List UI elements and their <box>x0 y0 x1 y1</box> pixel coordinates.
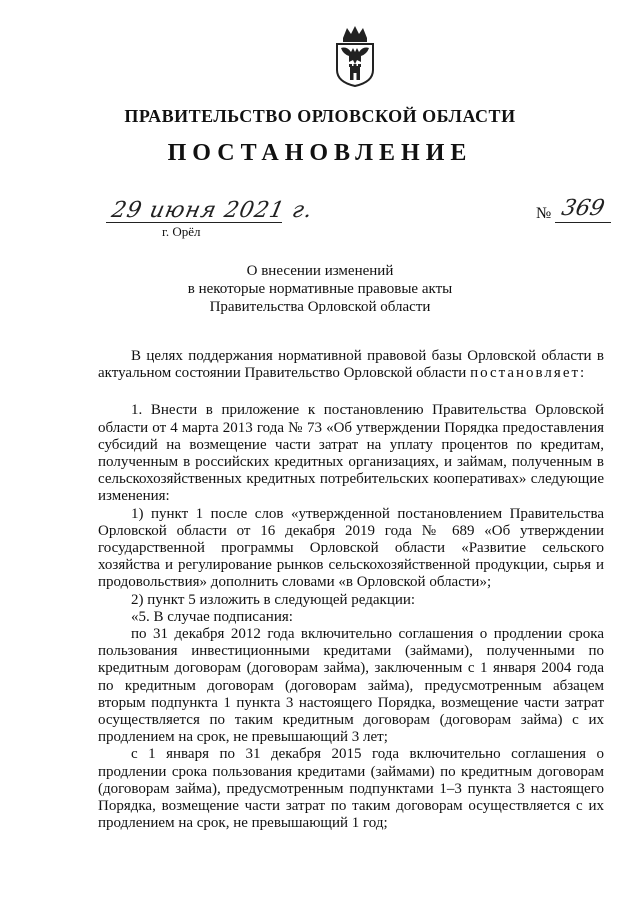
paragraph: 1. Внести в приложение к постановлению Правительства Орловской области от 4 марта 2013 года № 73 «Об утверждении Порядка предоставления субсидий на возмещение части затрат на уплату процентов по кредитам, полученным в российских кредитных организациях, и займам, полученным в сельскохозяйственных кредитных потребительских кооперативах» следующие изменения: <box>98 402 604 505</box>
preamble-text: В целях поддержания нормативной правовой базы Орловской области в актуальном состоянии Правительство Орловской области <box>98 348 604 382</box>
government-title: ПРАВИТЕЛЬСТВО ОРЛОВСКОЙ ОБЛАСТИ <box>124 106 516 126</box>
preamble-verb: постановляет: <box>470 365 587 382</box>
city-label: г. Орёл <box>162 224 201 239</box>
paragraph: 2) пункт 5 изложить в следующей редакции: <box>131 591 416 608</box>
handwritten-date: 29 июня 2021 г. <box>109 198 316 223</box>
paragraph: 1) пункт 1 после слов «утвержденной постановлением Правительства Орловской области от 16 декабря 2019 года № 689 «Об утверждении государственной программы Орловской области «Развитие сельского хозяйства и регулирование рынков сельскохозяйственной продукции, сырья и продовольствия» дополнить словами «в Орловской области»; <box>98 505 604 591</box>
date-underline <box>106 222 282 223</box>
coat-of-arms-icon <box>331 24 379 88</box>
document-subject <box>0 262 640 316</box>
number-label: № <box>536 205 552 222</box>
document-type-title: ПОСТАНОВЛЕНИЕ <box>167 140 473 166</box>
subject-line: Правительства Орловской области <box>209 299 431 315</box>
subject-line: в некоторые нормативные правовые акты <box>187 281 453 297</box>
number-underline <box>555 222 611 223</box>
paragraph: по 31 декабря 2012 года включительно соглашения о продлении срока пользования инвестиционными кредитами (займами), полученными по кредитным договорам (договорам займа), заключенным с 1 января 2004 года по кредитным договорам (договорам займа), предусмотренным абзацем вторым подпункта 1 пункта 3 настоящего Порядка, возмещение части затрат осуществляется по таким кредитным договорам (договорам займа) с их продлением на срок, не превышающий 3 лет; <box>98 626 604 746</box>
preamble-paragraph <box>98 348 604 382</box>
paragraph: «5. В случае подписания: <box>131 608 293 625</box>
document-body <box>98 348 604 832</box>
paragraph: с 1 января по 31 декабря 2015 года включительно соглашения о продлении срока пользования кредитами (займами) по кредитным договорам (договорам займа), предусмотренным подпунктами 1–3 пункта 3 настоящего Порядка, возмещение части затрат по таким договорам осуществляется с их продлением на срок, не превышающий 1 год; <box>98 746 604 832</box>
subject-line: О внесении изменений <box>246 263 394 279</box>
handwritten-number: 369 <box>559 196 607 221</box>
